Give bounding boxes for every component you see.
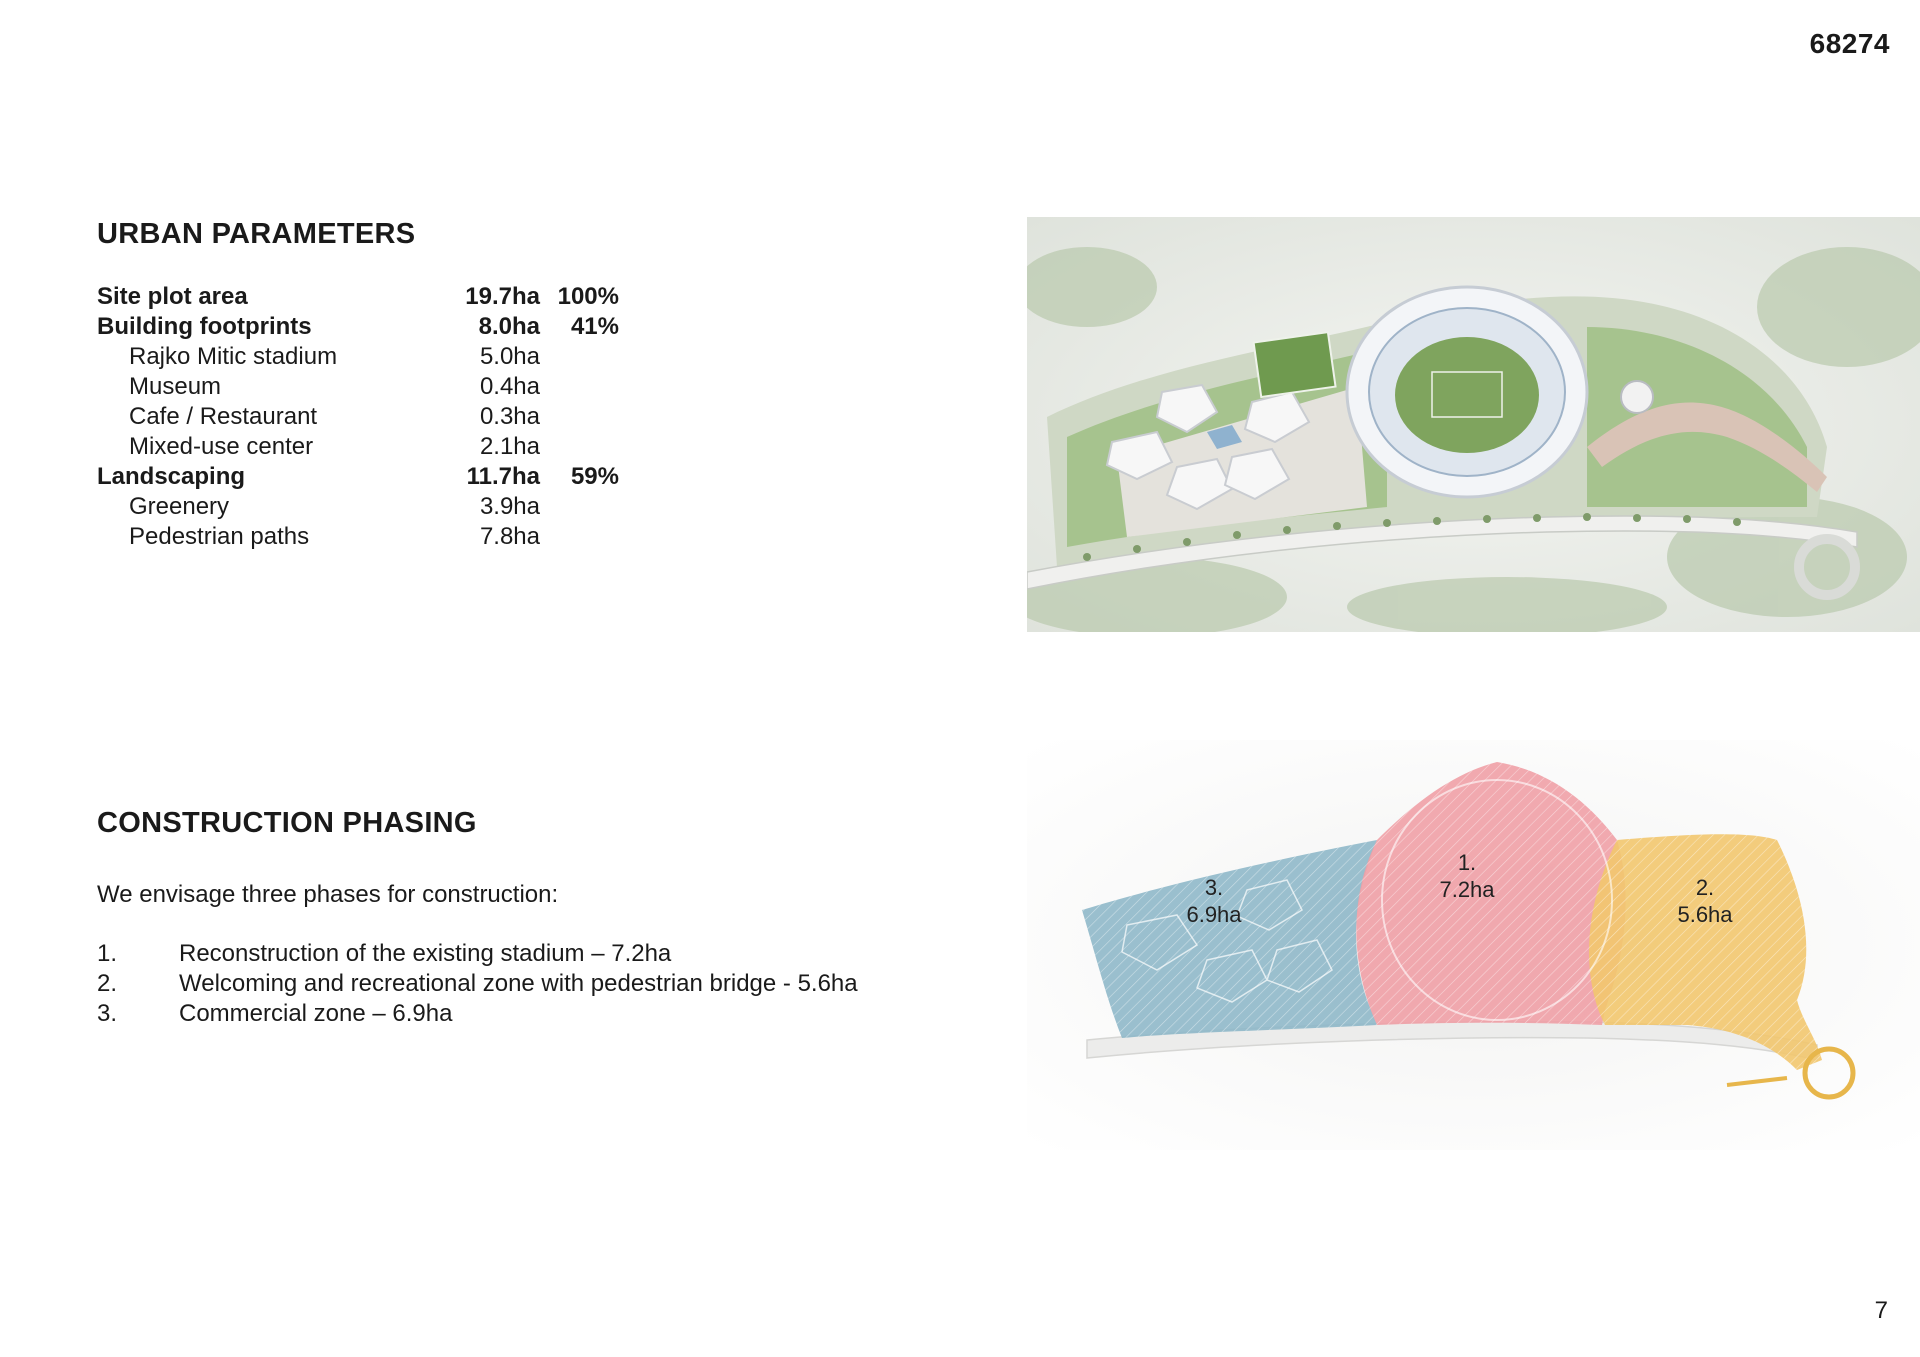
param-label: Site plot area [97,283,248,310]
phase-number: 3. [97,1000,118,1027]
param-row-landscaping [97,462,619,492]
param-row-site-plot-area [97,282,619,312]
param-row-building-footprints [97,312,619,342]
param-area: 19.7ha [465,283,540,310]
param-area: 7.8ha [479,523,540,550]
masterplan-svg [1027,217,1920,632]
zone-3-number: 3. [1204,875,1224,900]
param-row-pedestrian-paths [97,522,619,552]
param-percent [540,522,619,552]
param-area: 3.9ha [479,493,540,520]
phasing-map-svg [1027,740,1920,1150]
phase-item [97,939,858,969]
param-area: 2.1ha [479,433,540,460]
training-pitch [1254,332,1336,397]
masterplan-illustration [1027,217,1920,632]
urban-parameters-title: URBAN PARAMETERS [97,218,416,250]
param-label: Landscaping [97,463,246,490]
entry-number: 68274 [1809,28,1890,59]
param-row-mixed-use [97,432,619,462]
param-percent [540,402,619,432]
param-percent [540,342,619,372]
phasing-intro: We envisage three phases for construction: [97,881,559,908]
param-percent: 100% [557,283,619,310]
param-percent: 59% [570,463,619,490]
param-area: 8.0ha [478,313,540,340]
param-percent [540,372,619,402]
phase-number: 2. [97,970,118,997]
param-percent [540,492,619,522]
param-row-greenery [97,492,619,522]
param-row-museum [97,372,619,402]
param-label: Greenery [129,493,230,520]
urban-parameters-table [97,282,619,552]
phase-text: Reconstruction of the existing stadium – 7.2ha [179,940,672,967]
param-area: 11.7ha [466,463,540,490]
phase-text: Commercial zone – 6.9ha [179,1000,453,1027]
param-area: 5.0ha [479,343,540,370]
param-label: Pedestrian paths [129,523,310,550]
zone-2-area-label: 5.6ha [1677,902,1733,927]
construction-phasing-title: CONSTRUCTION PHASING [97,807,477,839]
param-row-stadium [97,342,619,372]
zone-1-number: 1. [1457,850,1477,875]
zone-2-number: 2. [1695,875,1715,900]
page-number: 7 [1874,1297,1888,1324]
phase-item [97,999,858,1029]
param-percent: 41% [570,313,619,340]
phase-text: Welcoming and recreational zone with pedestrian bridge - 5.6ha [179,970,858,997]
param-area: 0.3ha [479,403,540,430]
zone-1-area-label: 7.2ha [1439,877,1495,902]
phase-number: 1. [97,940,118,967]
param-label: Cafe / Restaurant [129,403,318,430]
zone-3-area-label: 6.9ha [1186,902,1242,927]
param-row-cafe-restaurant [97,402,619,432]
cafe-restaurant [1621,381,1653,413]
stadium-pitch [1395,337,1539,453]
phase-list [97,939,858,1029]
phasing-map [1027,740,1920,1150]
param-area: 0.4ha [479,373,540,400]
param-label: Mixed-use center [129,433,314,460]
param-label: Rajko Mitic stadium [129,343,338,370]
param-label: Building footprints [97,313,312,340]
param-label: Museum [129,373,222,400]
param-percent [540,432,619,462]
phase-item [97,969,858,999]
